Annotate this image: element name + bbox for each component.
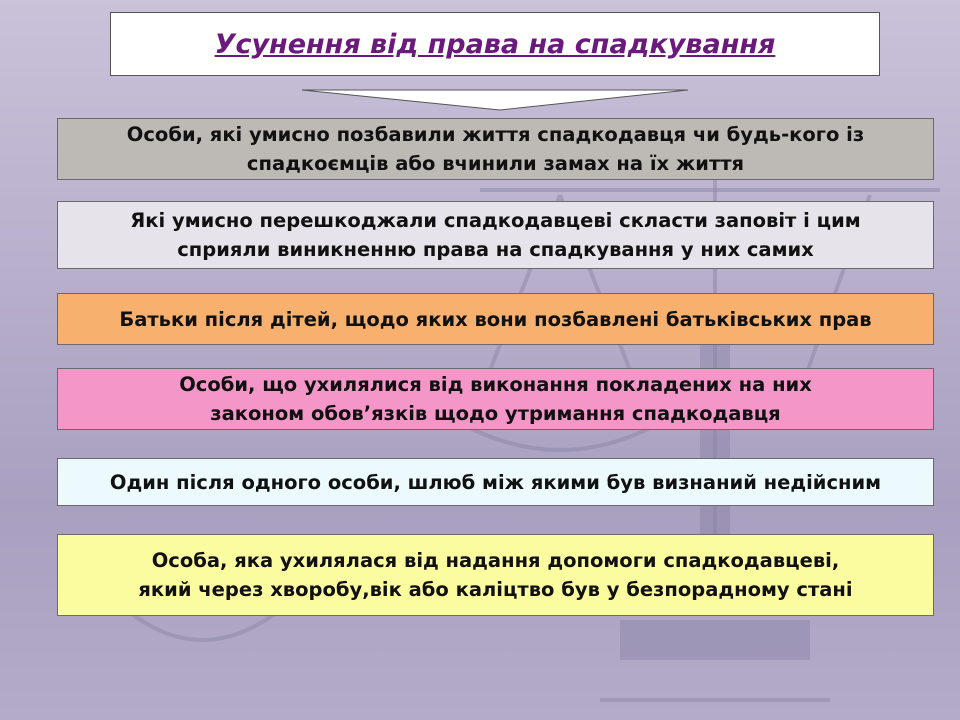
item-3-line-1: Батьки після дітей, щодо яких вони позбавлені батьківських прав: [119, 307, 872, 331]
item-1-line-2: спадкоємців або вчинили замах на їх життя: [246, 152, 745, 175]
diagram-title: Усунення від права на спадкування: [214, 28, 776, 60]
item-1-line-1: Особи, які умисно позбавили життя спадкодавця чи будь-кого із: [126, 123, 865, 146]
item-box-2: [57, 201, 934, 269]
item-4-line-1: Особи, що ухилялися від виконання покладених на них: [179, 373, 812, 396]
item-box-6: [57, 534, 934, 616]
item-box-3: [57, 293, 934, 345]
title-box: [110, 12, 880, 76]
item-box-4: [57, 368, 934, 430]
item-2-line-1: Які умисно перешкоджали спадкодавцеві скласти заповіт і цим: [130, 209, 861, 232]
item-6-line-2: який через хворобу,вік або каліцтво був у безпорадному стані: [138, 578, 853, 601]
item-6-line-1: Особа, яка ухилялася від надання допомоги спадкодавцеві,: [151, 549, 840, 572]
item-4-line-2: законом обов’язків щодо утримання спадкодавця: [210, 402, 781, 425]
item-box-5: [57, 458, 934, 506]
down-arrow-icon: [300, 88, 690, 112]
item-5-line-1: Один після одного особи, шлюб між якими був визнаний недійсним: [109, 470, 882, 494]
item-2-line-2: сприяли виникненню права на спадкування у них самих: [177, 238, 814, 261]
item-box-1: [57, 118, 934, 180]
